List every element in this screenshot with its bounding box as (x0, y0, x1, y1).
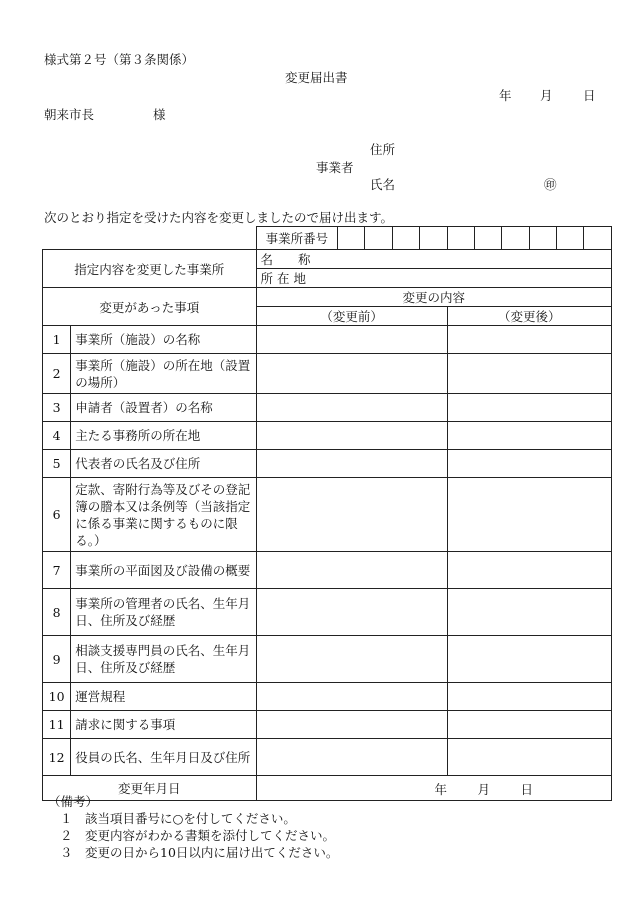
before-label: （変更前） (256, 307, 447, 326)
item-text: 定款、寄附行為等及びその登記簿の謄本又は条例等（当該指定に係る事業に関するものに限る。） (71, 478, 256, 552)
office-number-label: 事業所番号 (256, 227, 338, 250)
item-text: 事業所（施設）の所在地（設置の場所） (71, 354, 256, 394)
office-number-digit[interactable] (584, 227, 612, 250)
after-field[interactable] (447, 478, 611, 552)
content-header-row (43, 288, 612, 307)
change-form-table (42, 226, 612, 801)
table-row (43, 552, 612, 589)
office-number-digit[interactable] (420, 227, 447, 250)
table-row (43, 636, 612, 683)
item-number[interactable]: 3 (43, 394, 71, 422)
item-number[interactable]: 6 (43, 478, 71, 552)
before-field[interactable] (256, 739, 447, 776)
item-text: 請求に関する事項 (71, 711, 256, 739)
after-field[interactable] (447, 739, 611, 776)
office-number-digit[interactable] (392, 227, 419, 250)
before-field[interactable] (256, 478, 447, 552)
seal-mark: ㊞ (544, 177, 557, 192)
item-number[interactable]: 8 (43, 589, 71, 636)
item-text: 役員の氏名、生年月日及び住所 (71, 739, 256, 776)
office-name-field[interactable] (256, 250, 611, 269)
changed-items-label: 変更があった事項 (43, 288, 257, 326)
office-location-field[interactable] (256, 269, 611, 288)
office-number-digit[interactable] (529, 227, 556, 250)
office-number-digit[interactable] (447, 227, 474, 250)
after-field[interactable] (447, 450, 611, 478)
table-row (43, 326, 612, 354)
office-number-row (43, 227, 612, 250)
item-number[interactable]: 9 (43, 636, 71, 683)
date-day-label: 日 (583, 88, 596, 103)
office-location-label: 所 在 地 (260, 271, 306, 286)
item-number[interactable]: 7 (43, 552, 71, 589)
after-field[interactable] (447, 326, 611, 354)
name-label: 氏名 (370, 177, 396, 192)
notes (48, 793, 338, 861)
item-number[interactable]: 5 (43, 450, 71, 478)
item-text: 主たる事務所の所在地 (71, 422, 256, 450)
item-number[interactable]: 4 (43, 422, 71, 450)
before-field[interactable] (256, 326, 447, 354)
before-field[interactable] (256, 450, 447, 478)
statement: 次のとおり指定を受けた内容を変更しましたので届け出ます。 (44, 210, 394, 225)
before-field[interactable] (256, 589, 447, 636)
item-text: 事業所の管理者の氏名、生年月日、住所及び経歴 (71, 589, 256, 636)
table-row (43, 450, 612, 478)
before-field[interactable] (256, 711, 447, 739)
after-field[interactable] (447, 636, 611, 683)
office-name-row (43, 250, 612, 269)
note-item: ３ 変更の日から10日以内に届け出てください。 (60, 845, 339, 860)
item-number[interactable]: 12 (43, 739, 71, 776)
after-field[interactable] (447, 354, 611, 394)
office-number-digit[interactable] (502, 227, 529, 250)
office-number-digit[interactable] (557, 227, 584, 250)
item-number[interactable]: 11 (43, 711, 71, 739)
addressee-honorific: 様 (153, 107, 166, 122)
after-label: （変更後） (447, 307, 611, 326)
addressee: 朝来市長 (44, 107, 95, 122)
table-row (43, 589, 612, 636)
change-content-label: 変更の内容 (256, 288, 611, 307)
changed-office-label: 指定内容を変更した事業所 (43, 250, 257, 288)
table-row (43, 422, 612, 450)
item-number[interactable]: 1 (43, 326, 71, 354)
note-item: １ 該当項目番号に○を付してください。 (60, 811, 296, 826)
notes-title: （備考） (48, 794, 99, 809)
before-field[interactable] (256, 422, 447, 450)
office-name-label: 名 称 (260, 252, 311, 267)
table-row (43, 683, 612, 711)
address-label: 住所 (370, 142, 396, 157)
table-row (43, 394, 612, 422)
table-row (43, 739, 612, 776)
item-text: 申請者（設置者）の名称 (71, 394, 256, 422)
table-row (43, 354, 612, 394)
after-field[interactable] (447, 422, 611, 450)
change-date-label: 変更年月日 (43, 776, 257, 801)
date-year-label: 年 (499, 88, 512, 103)
office-number-digit[interactable] (365, 227, 392, 250)
item-number[interactable]: 2 (43, 354, 71, 394)
change-date-year: 年 (434, 782, 448, 797)
change-date-day: 日 (520, 782, 534, 797)
table-row (43, 478, 612, 552)
office-number-digit[interactable] (338, 227, 365, 250)
before-field[interactable] (256, 394, 447, 422)
date-month-label: 月 (540, 88, 553, 103)
document-title: 変更届出書 (285, 70, 348, 85)
after-field[interactable] (447, 589, 611, 636)
after-field[interactable] (447, 394, 611, 422)
item-text: 相談支援専門員の氏名、生年月日、住所及び経歴 (71, 636, 256, 683)
after-field[interactable] (447, 552, 611, 589)
item-text: 事業所の平面図及び設備の概要 (71, 552, 256, 589)
before-field[interactable] (256, 636, 447, 683)
after-field[interactable] (447, 711, 611, 739)
after-field[interactable] (447, 683, 611, 711)
item-text: 事業所（施設）の名称 (71, 326, 256, 354)
form-number: 様式第２号（第３条関係） (44, 52, 195, 67)
office-number-digit[interactable] (474, 227, 501, 250)
before-field[interactable] (256, 354, 447, 394)
item-text: 代表者の氏名及び住所 (71, 450, 256, 478)
note-item: ２ 変更内容がわかる書類を添付してください。 (60, 828, 336, 843)
applicant-label: 事業者 (316, 160, 354, 175)
item-number[interactable]: 10 (43, 683, 71, 711)
table-row (43, 711, 612, 739)
change-date-month: 月 (477, 782, 491, 797)
before-field[interactable] (256, 552, 447, 589)
before-field[interactable] (256, 683, 447, 711)
item-text: 運営規程 (71, 683, 256, 711)
